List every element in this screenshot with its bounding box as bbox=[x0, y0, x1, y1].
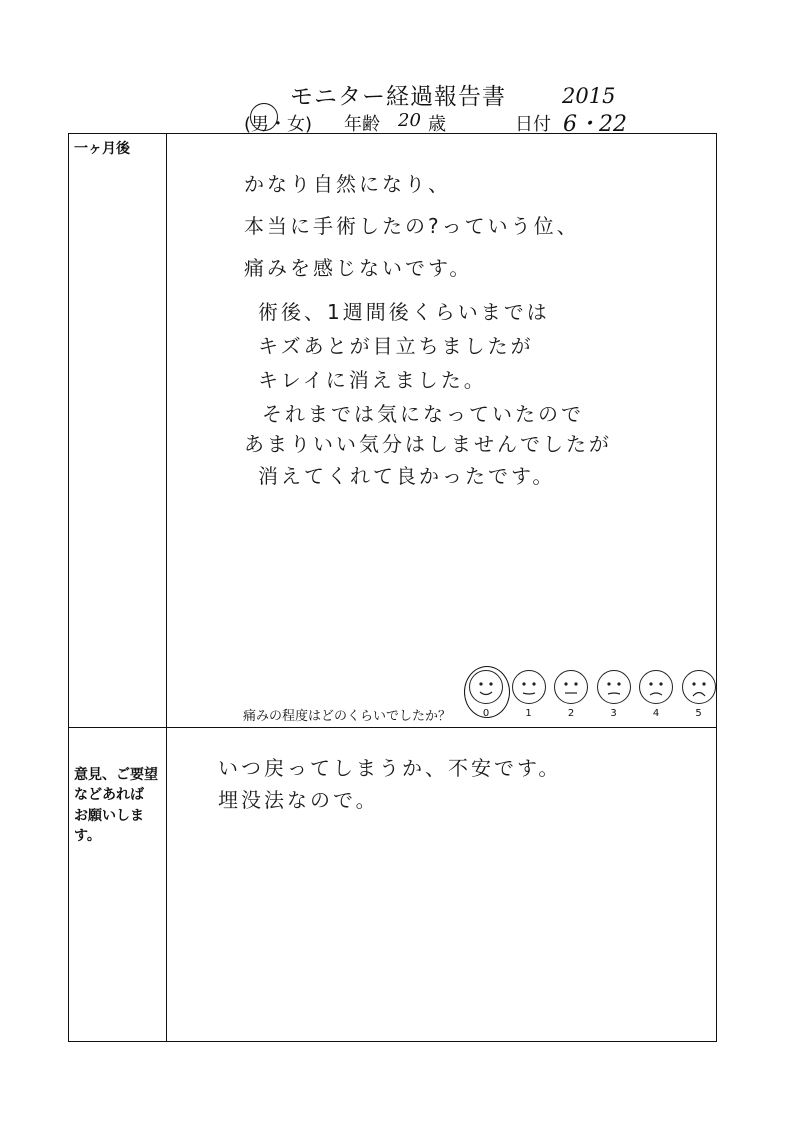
age-value: 20 bbox=[398, 110, 421, 131]
section1-label: 一ヶ月後 bbox=[74, 141, 130, 157]
section2-label-line: 意見、ご要望 bbox=[74, 767, 158, 783]
pain-face-icon bbox=[639, 670, 673, 704]
section1-line: 術後、1週間後くらいまでは bbox=[258, 300, 550, 324]
pain-face-icon bbox=[597, 670, 631, 704]
age-unit: 歳 bbox=[428, 114, 446, 135]
pain-scale-number: 4 bbox=[652, 708, 660, 719]
section2-label-line: お願いしま bbox=[74, 807, 144, 824]
row-divider bbox=[68, 727, 717, 728]
section1-line: それまでは気になっていたので bbox=[262, 402, 584, 426]
section2-line: 埋没法なので。 bbox=[218, 788, 379, 812]
pain-face-icon bbox=[512, 670, 546, 704]
section2-line: いつ戻ってしまうか、不安です。 bbox=[218, 756, 562, 780]
section1-line: キズあとが目立ちましたが bbox=[258, 334, 534, 358]
pain-scale-number: 2 bbox=[567, 708, 575, 719]
pain-scale-number: 3 bbox=[610, 708, 617, 719]
date-value: 6・22 bbox=[563, 112, 627, 137]
age-label: 年齢 bbox=[344, 114, 380, 135]
section2-label bbox=[74, 765, 166, 846]
gender-field: (男・女) bbox=[244, 114, 313, 135]
pain-scale-number: 1 bbox=[525, 708, 532, 719]
pain-scale-number: 5 bbox=[695, 708, 702, 719]
section1-line: キレイに消えました。 bbox=[258, 368, 487, 392]
pain-face-icon bbox=[554, 670, 588, 704]
section1-line: 痛みを感じないです。 bbox=[244, 256, 473, 280]
pain-face-icon bbox=[682, 670, 716, 704]
pain-face-icon bbox=[469, 670, 503, 704]
section2-label-line: などあれば bbox=[74, 787, 144, 804]
pain-scale-number: 0 bbox=[482, 708, 490, 719]
pain-question: 痛みの程度はどのくらいでしたか？ bbox=[243, 709, 452, 724]
date-label: 日付 bbox=[515, 114, 551, 135]
section2-label-line: す。 bbox=[74, 827, 101, 844]
form-title: モニター経過報告書 bbox=[290, 84, 506, 110]
section1-line: かなり自然になり、 bbox=[244, 172, 451, 196]
section1-line: あまりいい気分はしませんでしたが bbox=[244, 432, 612, 456]
section1-line: 消えてくれて良かったです。 bbox=[258, 464, 556, 488]
section1-line: 本当に手術したの?っていう位、 bbox=[244, 214, 580, 238]
year-handwritten: 2015 bbox=[562, 84, 616, 108]
label-column-divider bbox=[166, 133, 167, 1042]
